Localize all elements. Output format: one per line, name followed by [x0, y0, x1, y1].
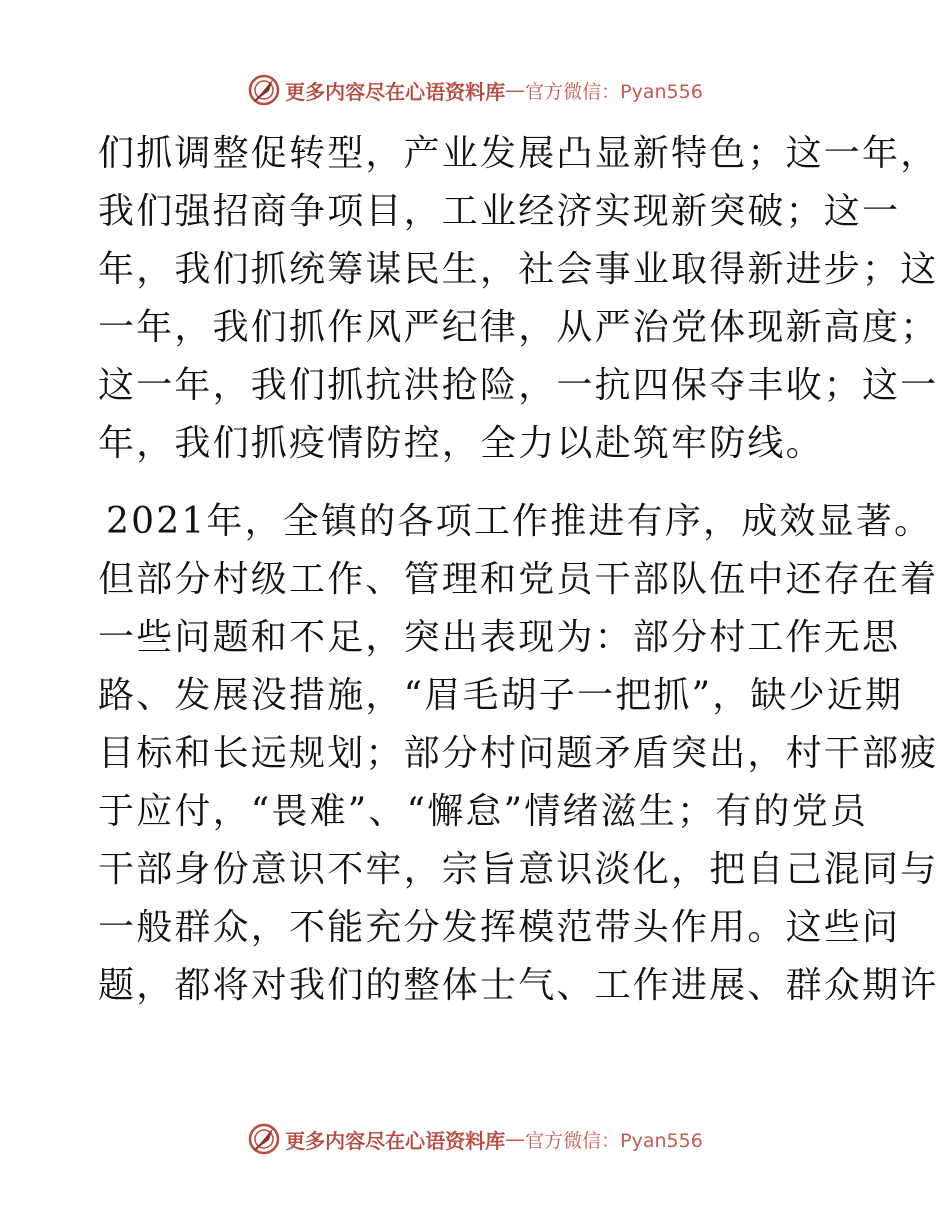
text-line: 路、发展没措施，“眉毛胡子一把抓”，缺少近期	[98, 675, 904, 716]
document-body	[98, 125, 939, 1015]
paragraph-1	[98, 125, 939, 473]
watermark-tail-text: 官方微信：Pyan556	[525, 80, 703, 103]
watermark-main-text: 更多内容尽在心语资料库	[285, 79, 506, 104]
watermark-dash: —	[505, 78, 526, 102]
watermark-tail-text: 官方微信：Pyan556	[525, 1129, 703, 1152]
text-line: 年，我们抓统筹谋民生，社会事业取得新进步；这	[98, 249, 939, 290]
footer-watermark	[0, 1119, 950, 1159]
text-line: 年，我们抓疫情防控，全力以赴筑牢防线。	[98, 423, 824, 464]
text-line: 一般群众，不能充分发挥模范带头作用。这些问	[98, 907, 901, 948]
text-line: 但部分村级工作、管理和党员干部队伍中还存在着	[98, 559, 939, 600]
text-line: 我们强招商争项目，工业经济实现新突破；这一	[98, 191, 901, 232]
watermark-main-text: 更多内容尽在心语资料库	[285, 1128, 506, 1153]
text-line: 一年，我们抓作风严纪律，从严治党体现新高度；	[98, 307, 939, 348]
text-line: 们抓调整促转型，产业发展凸显新特色；这一年，	[98, 133, 939, 174]
paragraph-gap	[98, 473, 850, 493]
text-line: 2021年，全镇的各项工作推进有序，成效显著。	[106, 501, 933, 542]
text-line: 于应付，“畏难”、“懈怠”情绪滋生；有的党员	[98, 791, 869, 832]
text-line: 题，都将对我们的整体士气、工作进展、群众期许	[98, 965, 939, 1006]
header-watermark	[0, 70, 950, 110]
quill-logo-icon	[247, 73, 281, 107]
text-line: 目标和长远规划；部分村问题矛盾突出，村干部疲	[98, 733, 939, 774]
text-line: 一些问题和不足，突出表现为：部分村工作无思	[98, 617, 901, 658]
quill-logo-icon	[247, 1122, 281, 1156]
text-line: 这一年，我们抓抗洪抢险，一抗四保夺丰收；这一	[98, 365, 939, 406]
text-line: 干部身份意识不牢，宗旨意识淡化，把自己混同与	[98, 849, 939, 890]
paragraph-2	[98, 493, 939, 1015]
watermark-dash: —	[505, 1127, 526, 1151]
